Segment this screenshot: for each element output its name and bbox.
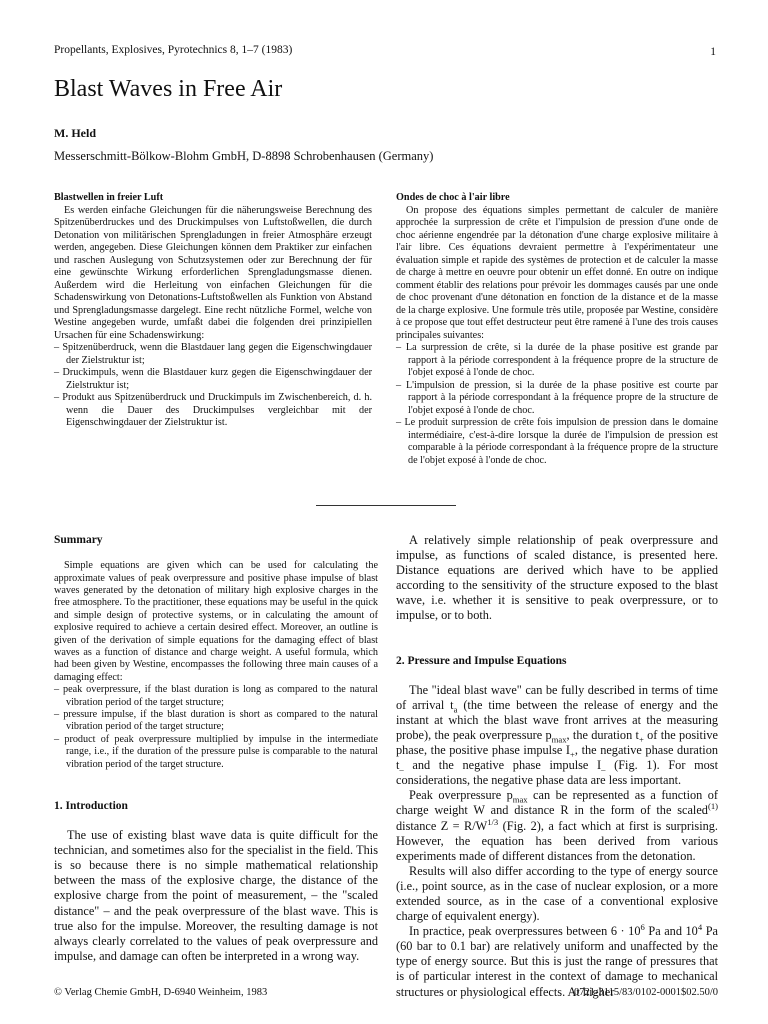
abstract-french-text: On propose des équations simples permettant de calculer de manière approchée la surpression de crête et l'impulsion de pression d'une onde de choc aérienne engendrée par la détonation d'une charge explosive militaire à l'air libre. Ces équations devraient permettre à l'expérimentateur une évaluation simple et rapide des systèmes de protection et de calculer la masse de charge à mettre en oeuvre pour obtenir un effet donné. En outre on indique comment établir des relations pour prévoir les dommages causés par une onde de choc provenant d'une détonation en fonction de la distance et de la masse de la charge explosive. Une formule très utile, proposée par Westine, considère à ce propose que tout effet destructeur peut être ramené à l'une des trois causes principales suivantes: xyxy=(396,204,718,341)
abstract-french xyxy=(396,192,718,467)
abstract-german-list xyxy=(54,342,372,430)
list-item: – Druckimpuls, wenn die Blastdauer kurz gegen die Eigenschwingdauer der Zielstruktur ist; xyxy=(54,367,372,392)
list-item: – Spitzenüberdruck, wenn die Blastdauer lang gegen die Eigenschwingdauer der Zielstruktur ist; xyxy=(54,342,372,367)
intro-continued-text: A relatively simple relationship of peak overpressure and impulse, as functions of scaled distance, is presented here. Distance equations are derived which have to be applied according to the sensitivity of the structure exposed to the blast wave, i.e. whether it is sensitive to peak overpressure, or to impulse, or to both. xyxy=(396,533,718,623)
journal-citation: Propellants, Explosives, Pyrotechnics 8, 1–7 (1983) xyxy=(54,44,293,56)
summary-text: Simple equations are given which can be used for calculating the approximate values of peak overpressure and positive phase impulse of blast waves generated by the detonation of military high explosive charges in the free atmosphere. To the practitioner, these equations may be useful in the quick and simple design of protective systems, or in calculating the amount of explosive required to achieve a certain desired effect. Moreover, an outline is given of the derivation of simple equations for the damaging effect of blast waves as a function of distance and charge weight. A useful formula, which had been given by Westine, encompasses the following three main causes of a damaging effect: xyxy=(54,560,378,683)
section2-paragraph-1: The "ideal blast wave" can be fully described in terms of time of arrival $t_a$ (the time between the release of energy and the instant at which the blast wave front arrives at the measuring probe), the peak overpressure $p_{max}$, the duration $t_+$ of the positive phase, the positive phase impulse $I_+$, the negative phase duration $t_-$ and the negative phase impulse $I_-$ (Fig. 1). For most considerations, the negative phase data are less important. xyxy=(396,682,719,788)
abstract-french-list xyxy=(396,342,718,467)
abstract-german-text: Es werden einfache Gleichungen für die näherungsweise Berechnung des Spitzenüberdruckes und des Druckimpulses von Luftstoßwellen, die durch Detonation von militärischen Sprengladungen in freier Atmosphäre erzeugt werden, angegeben. Diese Gleichungen können dem Praktiker zur einfachen und raschen Auslegung von Schutzsystemen oder zur Berechnung der für eine gewünschte Wirkung erforderlichen Sprengladungsmasse dienen. Außerdem wird die Herleitung von einfachen Gleichungen für die Schadenswirkung von Detonations-Luftstoßwellen als Funktion von Abstand und Sprengladungsmasse dargelegt. Eine recht nützliche Formel, welche von Westine angegeben wurde, umfaßt dabei die folgenden drei prinzipiellen Ursachen für eine Schadenswirkung: xyxy=(54,204,372,341)
list-item: – Produkt aus Spitzenüberdruck und Druckimpuls im Zwischenbereich, d. h. wenn die Dauer des Druckimpulses vergleichbar mit der Eigenschwingdauer der Zielstruktur ist. xyxy=(54,392,372,430)
list-item: – Le produit surpression de crête fois impulsion de pression dans le domaine intermédiaire, c'est-à-dire lorsque la durée de l'impulsion de pression est comparable à la période correspondant à la fréquence propre de la structure de l'objet exposé à l'onde de choc. xyxy=(396,417,718,467)
list-item: – La surpression de crête, si la durée de la phase positive est grande par rapport à la période correspondent à la fréquence propre de la structure de l'objet exposé à l'onde de choc. xyxy=(396,342,718,380)
summary-list xyxy=(54,684,378,771)
author-name: M. Held xyxy=(54,126,96,140)
summary-body xyxy=(54,560,378,771)
left-column xyxy=(54,533,378,964)
list-item: – L'impulsion de pression, si la durée de la phase positive est courte par rapport à la période correspondant à la fréquence propre de la structure de l'objet exposé à l'onde de choc. xyxy=(396,380,718,418)
list-item: – product of peak overpressure multiplied by impulse in the intermediate range, i.e., if the duration of the pressure pulse is comparable to the natural vibration period of the target structure. xyxy=(54,734,378,771)
introduction-text: The use of existing blast wave data is quite difficult for the technician, and sometimes also for the specialist in the field. This is so because there is no simple mathematical relationship between the mass of the explosive charge, the distance of the explosive charge from the point of measurement, – the "scaled distance" – and the peak overpressure of the blast wave. This is true also for the impulse. Moreover, the resulting damage is not always clearly correlated to the values of peak overpressure and impulse, and damage can often be interpreted in a wrong way. xyxy=(54,828,378,963)
page-number: 1 xyxy=(710,46,716,58)
article-title: Blast Waves in Free Air xyxy=(54,76,283,102)
section-divider xyxy=(316,505,456,506)
abstract-german-heading: Blastwellen in freier Luft xyxy=(54,192,164,203)
section2-paragraph-4: In practice, peak overpressures between $6 \cdot 10^6$ Pa and $10^4$ Pa (60 bar to 0.1 bar) are relatively uniform and unaffected by the type of energy source. But this is just the range of pressures that is of particular interest in the context of damage to mechanical structures or physiological effects. At higher xyxy=(396,922,718,999)
list-item: – pressure impulse, if the blast duration is short as compared to the natural vibration period of the target structure; xyxy=(54,709,378,734)
article-code: 0721-3115/83/0102-0001$02.50/0 xyxy=(574,987,718,998)
section2-paragraph-2: Peak overpressure $p_{max}$ can be represented as a function of charge weight W and distance R in the form of the scaled$^{(1)}$ distance $Z = R/W^{1/3}$ (Fig. 2), a fact which at first is surprising. However, the equation has been derived from various experiments made of different distances from the detonation. xyxy=(396,788,718,863)
summary-heading: Summary xyxy=(54,534,103,546)
section2-heading: 2. Pressure and Impulse Equations xyxy=(396,654,567,667)
list-item: – peak overpressure, if the blast duration is long as compared to the natural vibration period of the target structure; xyxy=(54,684,378,709)
right-column xyxy=(396,533,718,1000)
copyright-notice: © Verlag Chemie GmbH, D-6940 Weinheim, 1983 xyxy=(54,987,268,998)
introduction-heading: 1. Introduction xyxy=(54,800,128,812)
abstract-french-heading: Ondes de choc à l'air libre xyxy=(396,192,510,203)
abstract-german xyxy=(54,192,372,430)
section2-paragraph-3: Results will also differ according to the type of energy source (i.e., point source, as in the case of nuclear explosion, or a more extended source, as in the case of a conventional explosive charge of equivalent energy). xyxy=(396,863,718,924)
author-affiliation: Messerschmitt-Bölkow-Blohm GmbH, D-8898 Schrobenhausen (Germany) xyxy=(54,149,434,163)
